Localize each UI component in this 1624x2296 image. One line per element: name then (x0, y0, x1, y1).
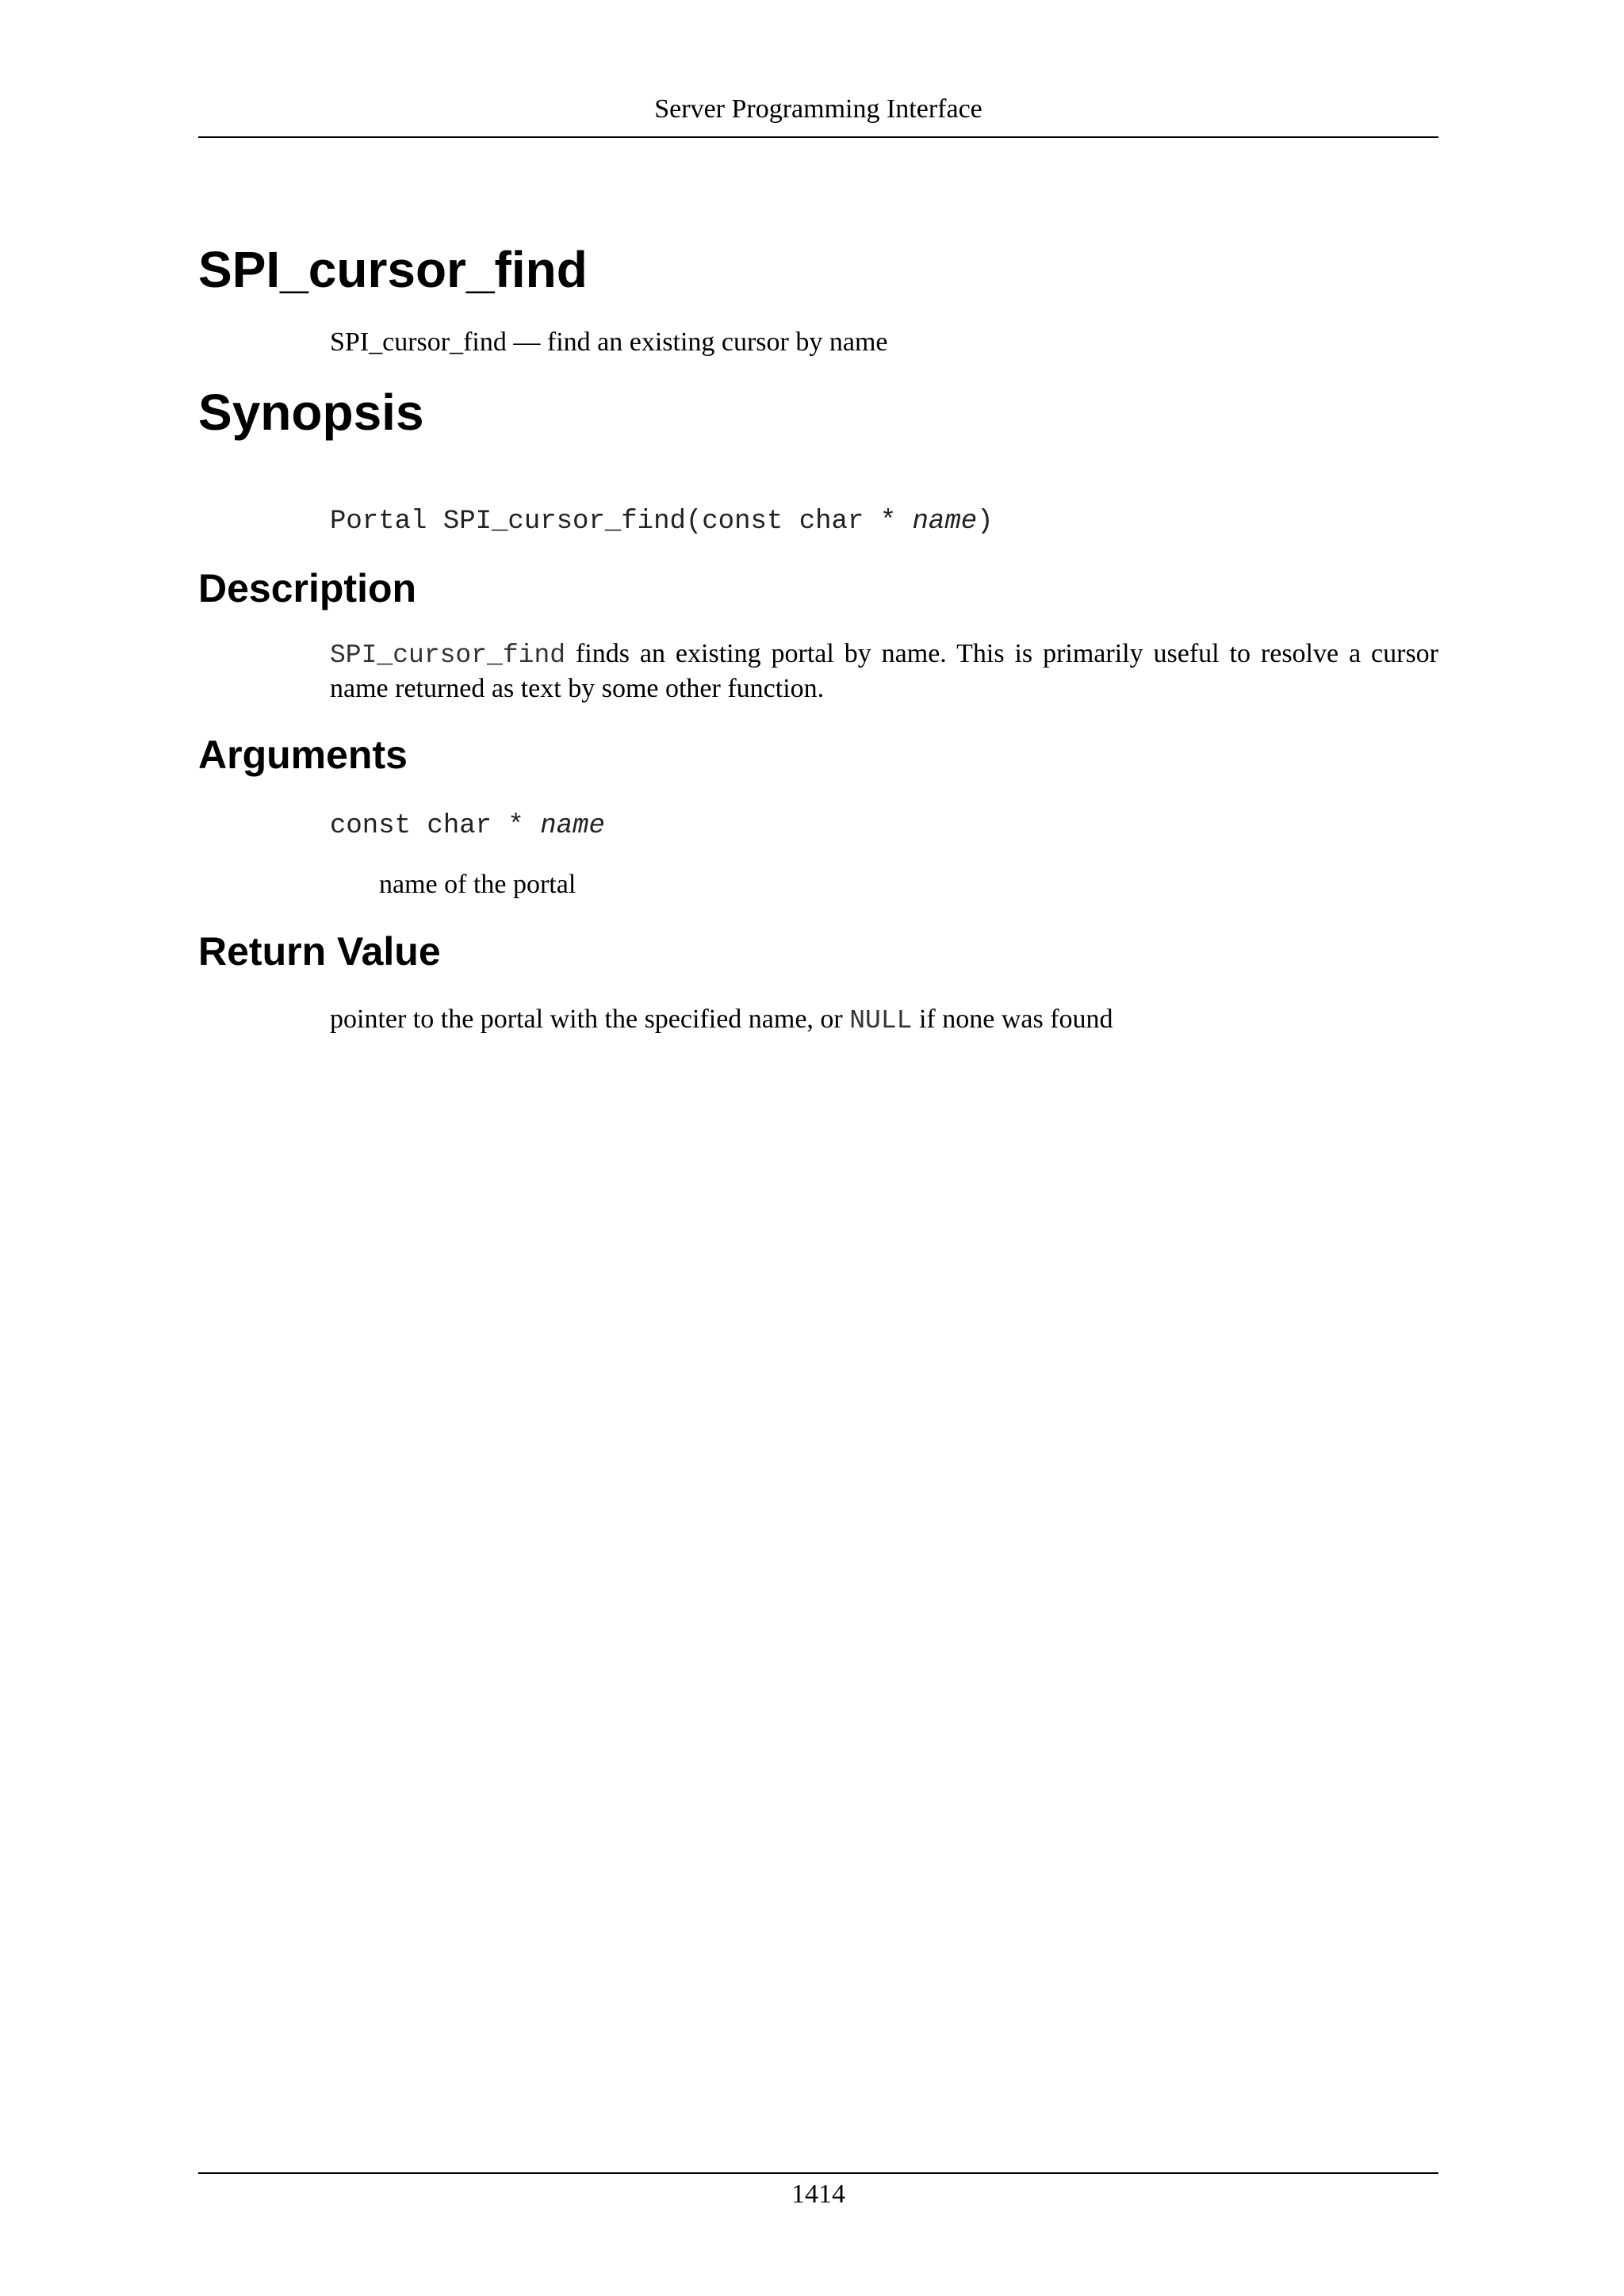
arguments-heading: Arguments (198, 733, 408, 777)
synopsis-heading: Synopsis (198, 384, 424, 441)
argument-definition: name of the portal (379, 870, 576, 899)
return-value-text (330, 1004, 1113, 1037)
argument-name: name (540, 811, 605, 841)
argument-term (330, 810, 605, 842)
function-synopsis (330, 506, 994, 538)
description-function-name: SPI_cursor_find (330, 641, 566, 670)
footer-rule (198, 2172, 1438, 2174)
return-null-literal: NULL (849, 1006, 913, 1035)
page-number: 1414 (791, 2179, 845, 2209)
running-header: Server Programming Interface (654, 94, 982, 124)
return-text-before: pointer to the portal with the specified name, or (330, 1004, 850, 1034)
synopsis-prefix: Portal SPI_cursor_find(const char * (330, 507, 913, 537)
description-text: finds an existing portal by name. This is primarily useful to resolve a cursor name returned as text by some other function. (330, 639, 1438, 703)
synopsis-param: name (912, 507, 978, 537)
description-heading: Description (198, 566, 417, 610)
page-title: SPI_cursor_find (198, 241, 588, 298)
description-paragraph (330, 637, 1438, 706)
header-rule (198, 136, 1438, 138)
refpurpose: SPI_cursor_find — find an existing cursor by name (330, 327, 888, 357)
synopsis-suffix: ) (977, 507, 994, 537)
argument-type: const char * (330, 811, 541, 841)
return-value-heading: Return Value (198, 929, 441, 974)
return-text-after: if none was found (912, 1004, 1113, 1034)
